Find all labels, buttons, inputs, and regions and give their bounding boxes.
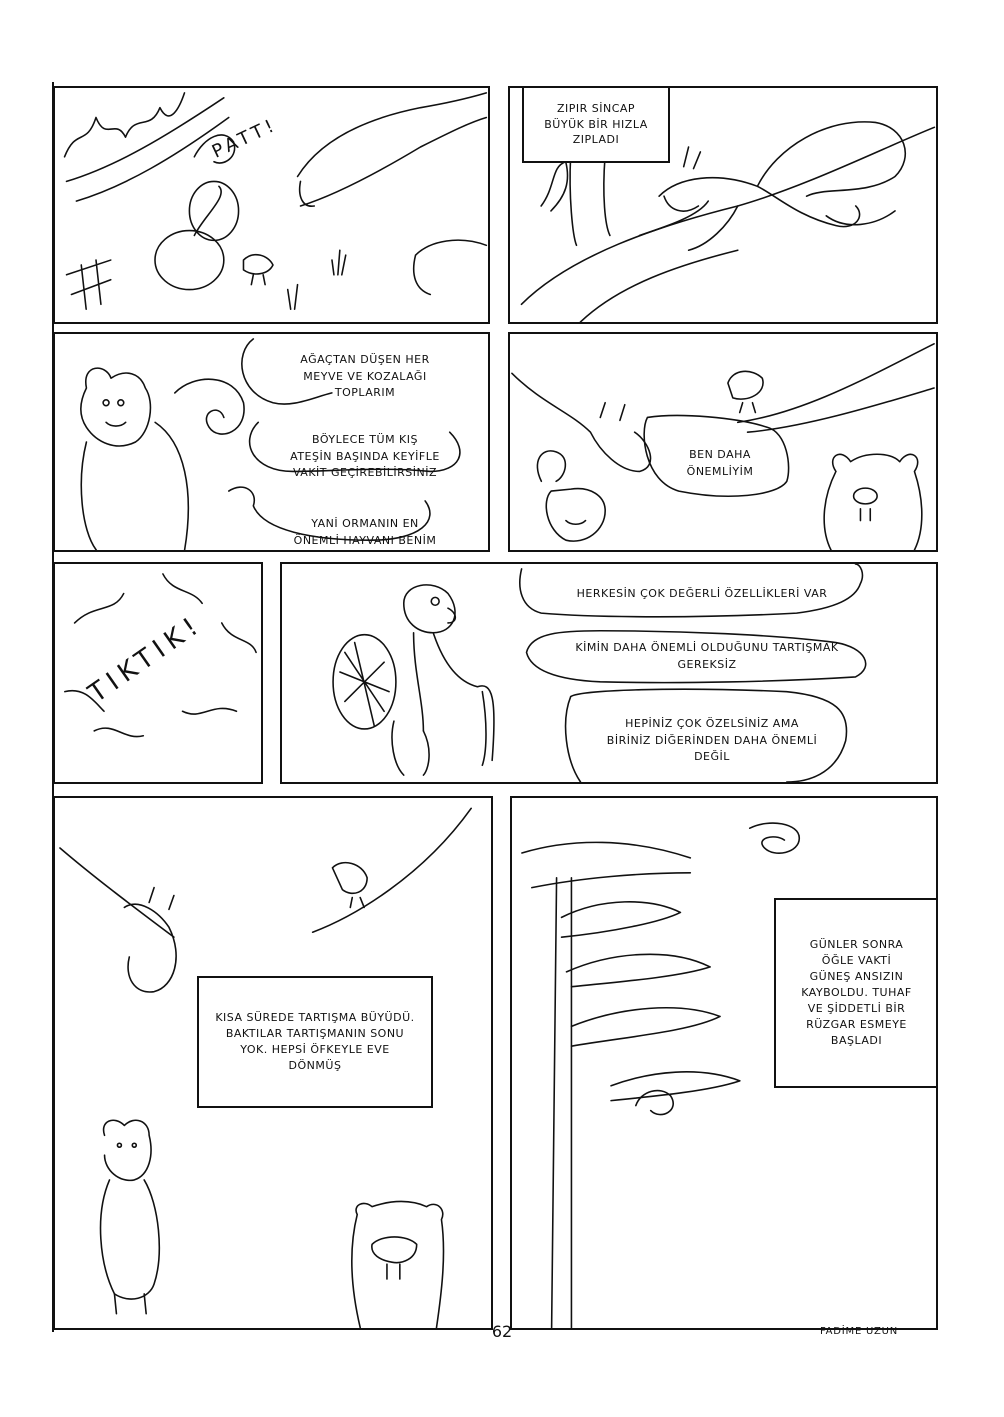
panel-5-tiktik: [53, 562, 263, 784]
panel-7-argument-grew: [53, 796, 493, 1330]
speech-bubble-2: BÖYLECE TÜM KIŞ ATEŞİN BAŞINDA KEYİFLE VAKİT GEÇİREBİLİRSİNİZ: [290, 433, 440, 479]
speech-bubble-everyone-valuable: HERKESİN ÇOK DEĞERLİ ÖZELLİKLERİ VAR: [576, 587, 828, 600]
speech-bubble-all-special: HEPİNİZ ÇOK ÖZELSİNİZ AMA BİRİNİZ DİĞERİNDEN DAHA ÖNEMLİ DEĞİL: [606, 717, 818, 763]
speech-bubble-3: YANİ ORMANIN EN ÖNEMLİ HAYVANI BENİM: [293, 517, 437, 547]
panel-6-turtle-speech: [280, 562, 938, 784]
panel-4-animals-argue: [508, 332, 938, 552]
panel-1-beaver-patt: [53, 86, 490, 324]
caption-argument-grew: KISA SÜREDE TARTIŞMA BÜYÜDÜ. BAKTILAR TARTIŞMANIN SONU YOK. HEPSİ ÖFKEYLE EVE DÖNMÜŞ: [197, 976, 433, 1108]
knock-burst-illustration: [55, 564, 261, 782]
panel-8-wind-begins: [510, 796, 938, 1330]
page-number: 62: [491, 1322, 513, 1341]
patt-sound-effect: PATT!: [208, 114, 281, 163]
author-name: FADİME UZUN: [820, 1326, 899, 1337]
speech-bubble-1: AĞAÇTAN DÜŞEN HER MEYVE VE KOZALAĞI TOPLARIM: [300, 353, 430, 399]
caption-squirrel-jump: ZIPIR SİNCAP BÜYÜK BİR HIZLA ZIPLADI: [522, 88, 670, 163]
left-margin-line: [52, 82, 54, 1332]
caption-wind-begins: GÜNLER SONRA ÖĞLE VAKTİ GÜNEŞ ANSIZIN KAYBOLDU. TUHAF VE ŞİDDETLİ BİR RÜZGAR ESMEYE BAŞLADI: [774, 898, 938, 1088]
panel-3-squirrel-speech: [53, 332, 490, 552]
speech-bubble-important: BEN DAHA ÖNEMLİYİM: [686, 448, 754, 478]
speech-bubble-unnecessary-debate: KİMİN DAHA ÖNEMLİ OLDUĞUNU TARTIŞMAK GEREKSİZ: [575, 641, 839, 671]
arguing-animals-illustration: [510, 334, 936, 550]
panel-2-squirrel-jump: [508, 86, 938, 324]
tiktik-sound-effect: TIKTIK!: [83, 608, 209, 710]
